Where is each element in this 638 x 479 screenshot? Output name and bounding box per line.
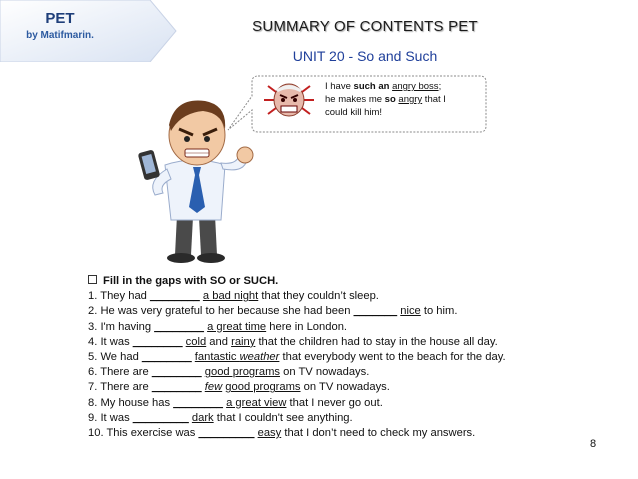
underlined-phrase: a great time bbox=[207, 320, 267, 333]
item-text: that I don’t need to check my answers. bbox=[281, 427, 476, 440]
item-text: that everybody went to the beach for the day. bbox=[279, 351, 506, 364]
item-text: 8. My house has bbox=[88, 396, 174, 409]
exercise-item bbox=[88, 304, 506, 319]
item-text: that I never go out. bbox=[286, 396, 383, 409]
item-text: 4. It was bbox=[88, 335, 133, 348]
answer-gap: _________ bbox=[132, 411, 189, 424]
bubble-text-part: he makes me bbox=[325, 94, 385, 105]
bubble-text-part: that I bbox=[422, 94, 446, 105]
unit-title: UNIT 20 - So and Such bbox=[292, 48, 438, 64]
exercise-item bbox=[88, 365, 506, 380]
underlined-phrase: a great view bbox=[226, 396, 287, 409]
angry-boss-icon bbox=[262, 80, 316, 120]
underlined-phrase: good programs bbox=[225, 381, 301, 394]
bubble-text-part: ; bbox=[438, 81, 442, 92]
item-text: 6. There are bbox=[88, 366, 152, 379]
speech-bubble-text bbox=[325, 80, 475, 119]
bubble-underlined-angry-boss: angry boss bbox=[392, 81, 439, 92]
underlined-italic-phrase: weather bbox=[239, 351, 280, 364]
item-text: 5. We had bbox=[88, 351, 142, 364]
exercise-block bbox=[88, 274, 506, 441]
underlined-italic-phrase: few bbox=[204, 381, 223, 394]
answer-gap: ________ bbox=[154, 320, 204, 333]
answer-gap: ________ bbox=[173, 396, 223, 409]
item-text: on TV nowadays. bbox=[300, 381, 390, 394]
answer-gap: _______ bbox=[353, 305, 398, 318]
badge-title: PET bbox=[45, 10, 75, 27]
item-text: 7. There are bbox=[88, 381, 152, 394]
underlined-phrase: dark bbox=[191, 411, 214, 424]
exercise-item bbox=[88, 335, 506, 350]
underlined-phrase: nice bbox=[400, 305, 421, 318]
underlined-phrase: good programs bbox=[204, 366, 280, 379]
angry-businessman-illustration bbox=[125, 95, 265, 265]
page-title: SUMMARY OF CONTENTS PET bbox=[252, 18, 478, 35]
item-text: that the children had to stay in the house all day. bbox=[255, 335, 498, 348]
bubble-bold-such-an: such an bbox=[353, 81, 390, 92]
underlined-phrase: easy bbox=[257, 427, 282, 440]
answer-gap: ________ bbox=[141, 351, 192, 364]
item-text: here in London. bbox=[266, 320, 348, 333]
answer-gap: ________ bbox=[151, 381, 202, 394]
page-number: 8 bbox=[590, 438, 597, 450]
underlined-phrase: cold bbox=[185, 335, 207, 348]
answer-gap: ________ bbox=[151, 366, 202, 379]
answer-gap: ________ bbox=[132, 335, 183, 348]
item-text: 3. I'm having bbox=[88, 320, 155, 333]
badge-subtitle: by Matifmarin. bbox=[26, 30, 94, 41]
item-text: to him. bbox=[420, 305, 458, 318]
answer-gap: ________ bbox=[150, 290, 200, 303]
bubble-bold-so: so bbox=[384, 94, 396, 105]
underlined-phrase: a bad night bbox=[202, 290, 259, 303]
item-text: and bbox=[206, 335, 232, 348]
answer-gap: _________ bbox=[198, 427, 255, 440]
item-text: 2. He was very grateful to her because she had been bbox=[88, 305, 354, 318]
exercise-item bbox=[88, 411, 506, 426]
pet-badge bbox=[0, 0, 178, 62]
instruction-text: Fill in the gaps with SO or SUCH. bbox=[103, 275, 279, 287]
item-text: that they couldn’t sleep. bbox=[258, 290, 379, 303]
exercise-instruction bbox=[88, 274, 506, 289]
item-text: that I couldn't see anything. bbox=[213, 411, 353, 424]
exercise-item bbox=[88, 380, 506, 395]
exercise-item bbox=[88, 320, 506, 335]
exercise-item bbox=[88, 396, 506, 411]
item-text: on TV nowadays. bbox=[280, 366, 370, 379]
item-text: 10. This exercise was bbox=[88, 427, 199, 440]
exercise-item bbox=[88, 426, 506, 441]
underlined-phrase: fantastic bbox=[194, 351, 240, 364]
bubble-text-part: I have bbox=[325, 81, 354, 92]
exercise-item bbox=[88, 289, 506, 304]
underlined-phrase: rainy bbox=[231, 335, 256, 348]
item-text: 9. It was bbox=[88, 411, 133, 424]
bubble-text-line: could kill him! bbox=[325, 107, 383, 118]
exercise-item bbox=[88, 350, 506, 365]
checkbox-bullet-icon bbox=[88, 275, 97, 284]
item-text: 1. They had bbox=[88, 290, 150, 303]
bubble-underlined-angry: angry bbox=[398, 94, 423, 105]
